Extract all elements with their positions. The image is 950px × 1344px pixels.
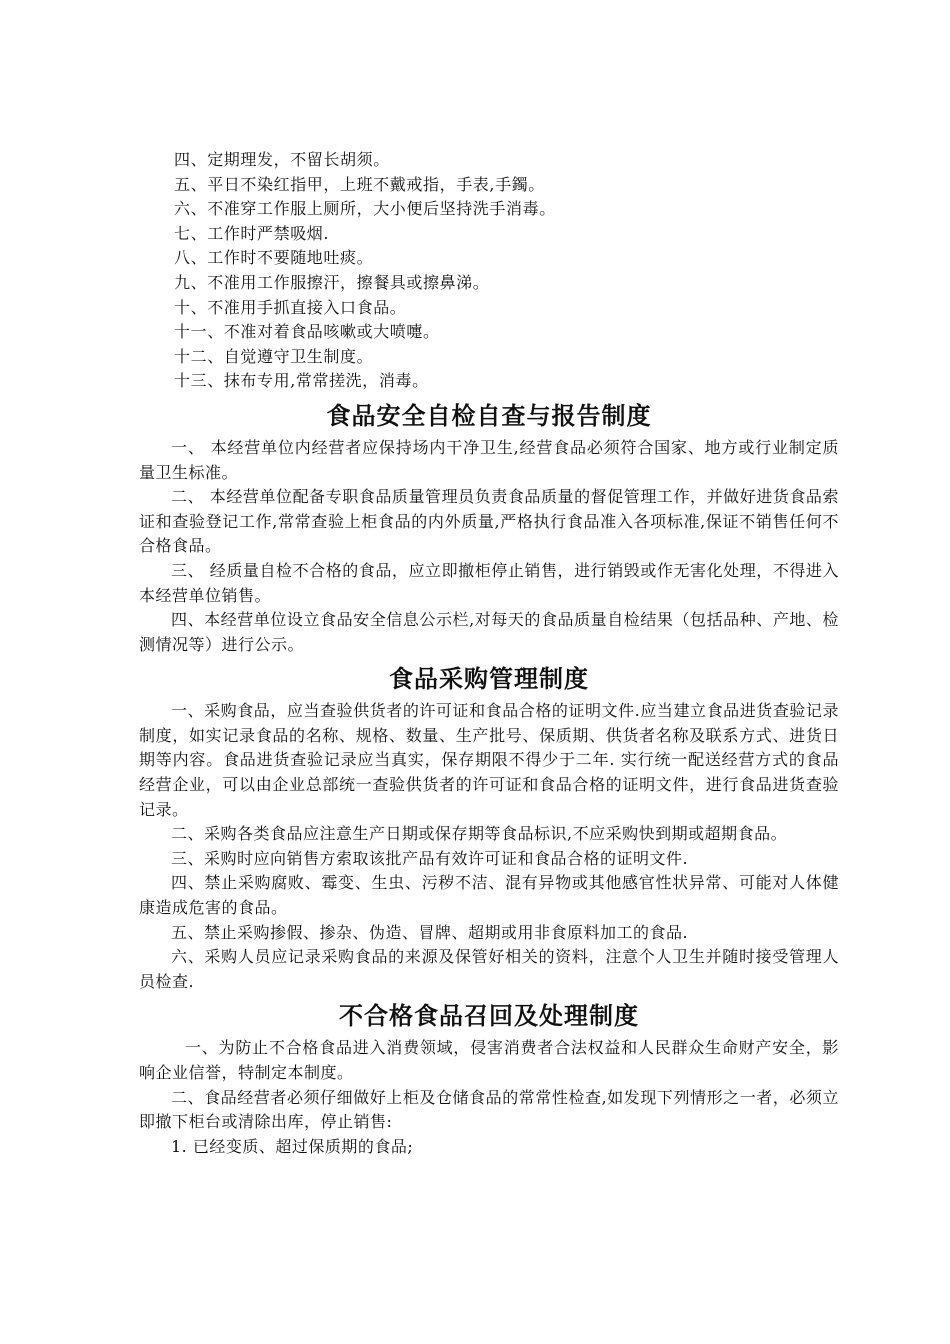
rule-line: 十二、自觉遵守卫生制度。	[174, 346, 374, 366]
hygiene-rules-list	[139, 148, 839, 394]
paragraph: 二、 本经营单位配备专职食品质量管理员负责食品质量的督促管理工作，并做好进货食品索证和查验登记工作,常常查验上柜食品的内外质量,严格执行食品准入各项标准,保证不销售任何不合格食品。	[139, 487, 839, 556]
paragraph: 四、本经营单位设立食品安全信息公示栏,对每天的食品质量自检结果（包括品种、产地、检测情况等）进行公示。	[139, 610, 839, 654]
paragraph: 五、禁止采购掺假、掺杂、伪造、冒牌、超期或用非食原料加工的食品.	[171, 922, 689, 942]
rule-line: 十、不准用手抓直接入口食品。	[174, 297, 407, 317]
section-title: 食品安全自检自查与报告制度	[326, 401, 652, 430]
paragraph: 一、采购食品，应当查验供货者的许可证和食品合格的证明文件.应当建立食品进货查验记录制度，如实记录食品的名称、规格、数量、生产批号、保质期、供货者名称及联系方式、进货日期等内容。食品进货查验记录应当真实，保存期限不得少于二年. 实行统一配送经营方式的食品经营企业，可以由企业总部统一查验供货者的许可证和食品合格的证明文件，进行食品进货查验记录。	[139, 701, 839, 819]
section-title: 不合格食品召回及处理制度	[339, 1002, 639, 1031]
paragraph: 四、禁止采购腐败、霉变、生虫、污秽不洁、混有异物或其他感官性状异常、可能对人体健康造成危害的食品。	[139, 873, 839, 918]
rule-line: 五、平日不染红指甲，上班不戴戒指，手表,手鐲。	[174, 174, 545, 194]
rule-line: 八、工作时不要随地吐痰。	[174, 248, 374, 268]
rule-line: 十一、不准对着食品咳嗽或大喷嚏。	[174, 322, 440, 342]
document-content	[139, 148, 839, 1159]
paragraph: 一、 本经营单位内经营者应保持场内干净卫生,经营食品必须符合国家、地方或行业制定质量卫生标准。	[139, 437, 839, 482]
rule-line: 四、定期理发，不留长胡须。	[174, 150, 390, 169]
paragraph: 一、为防止不合格食品进入消费领域，侵害消费者合法权益和人民群众生命财产安全，影响企业信誉，特制定本制度。	[139, 1038, 839, 1082]
section-procurement	[139, 663, 839, 994]
paragraph: 三、采购时应向销售方索取该批产品有效许可证和食品合格的证明文件.	[171, 848, 689, 868]
rule-line: 十三、抹布专用,常常搓洗，消毒。	[174, 371, 429, 391]
section-self-inspection	[139, 400, 839, 657]
paragraph: 六、采购人员应记录采购食品的来源及保管好相关的资料，注意个人卫生并随时接受管理人员检查.	[139, 947, 839, 991]
section-title: 食品采购管理制度	[389, 665, 589, 694]
paragraph: 二、采购各类食品应注意生产日期或保存期等食品标识,不应采购快到期或超期食品。	[171, 824, 788, 844]
paragraph: 二、食品经营者必须仔细做好上柜及仓储食品的常常性检查,如发现下列情形之一者，必须立即撤下柜台或清除出库，停止销售:	[139, 1087, 839, 1132]
section-recall	[139, 1000, 839, 1159]
paragraph: 三、 经质量自检不合格的食品，应立即撤柜停止销售，进行销毁或作无害化处理，不得进入本经营单位销售。	[139, 560, 839, 605]
rule-line: 七、工作时严禁吸烟.	[174, 223, 330, 243]
rule-line: 九、不准用工作服擦汗，擦餐具或擦鼻涕。	[174, 272, 490, 292]
list-item: 1. 已经变质、超过保质期的食品;	[171, 1136, 414, 1156]
rule-line: 六、不准穿工作服上厕所，大小便后坚持洗手消毒。	[174, 199, 556, 219]
